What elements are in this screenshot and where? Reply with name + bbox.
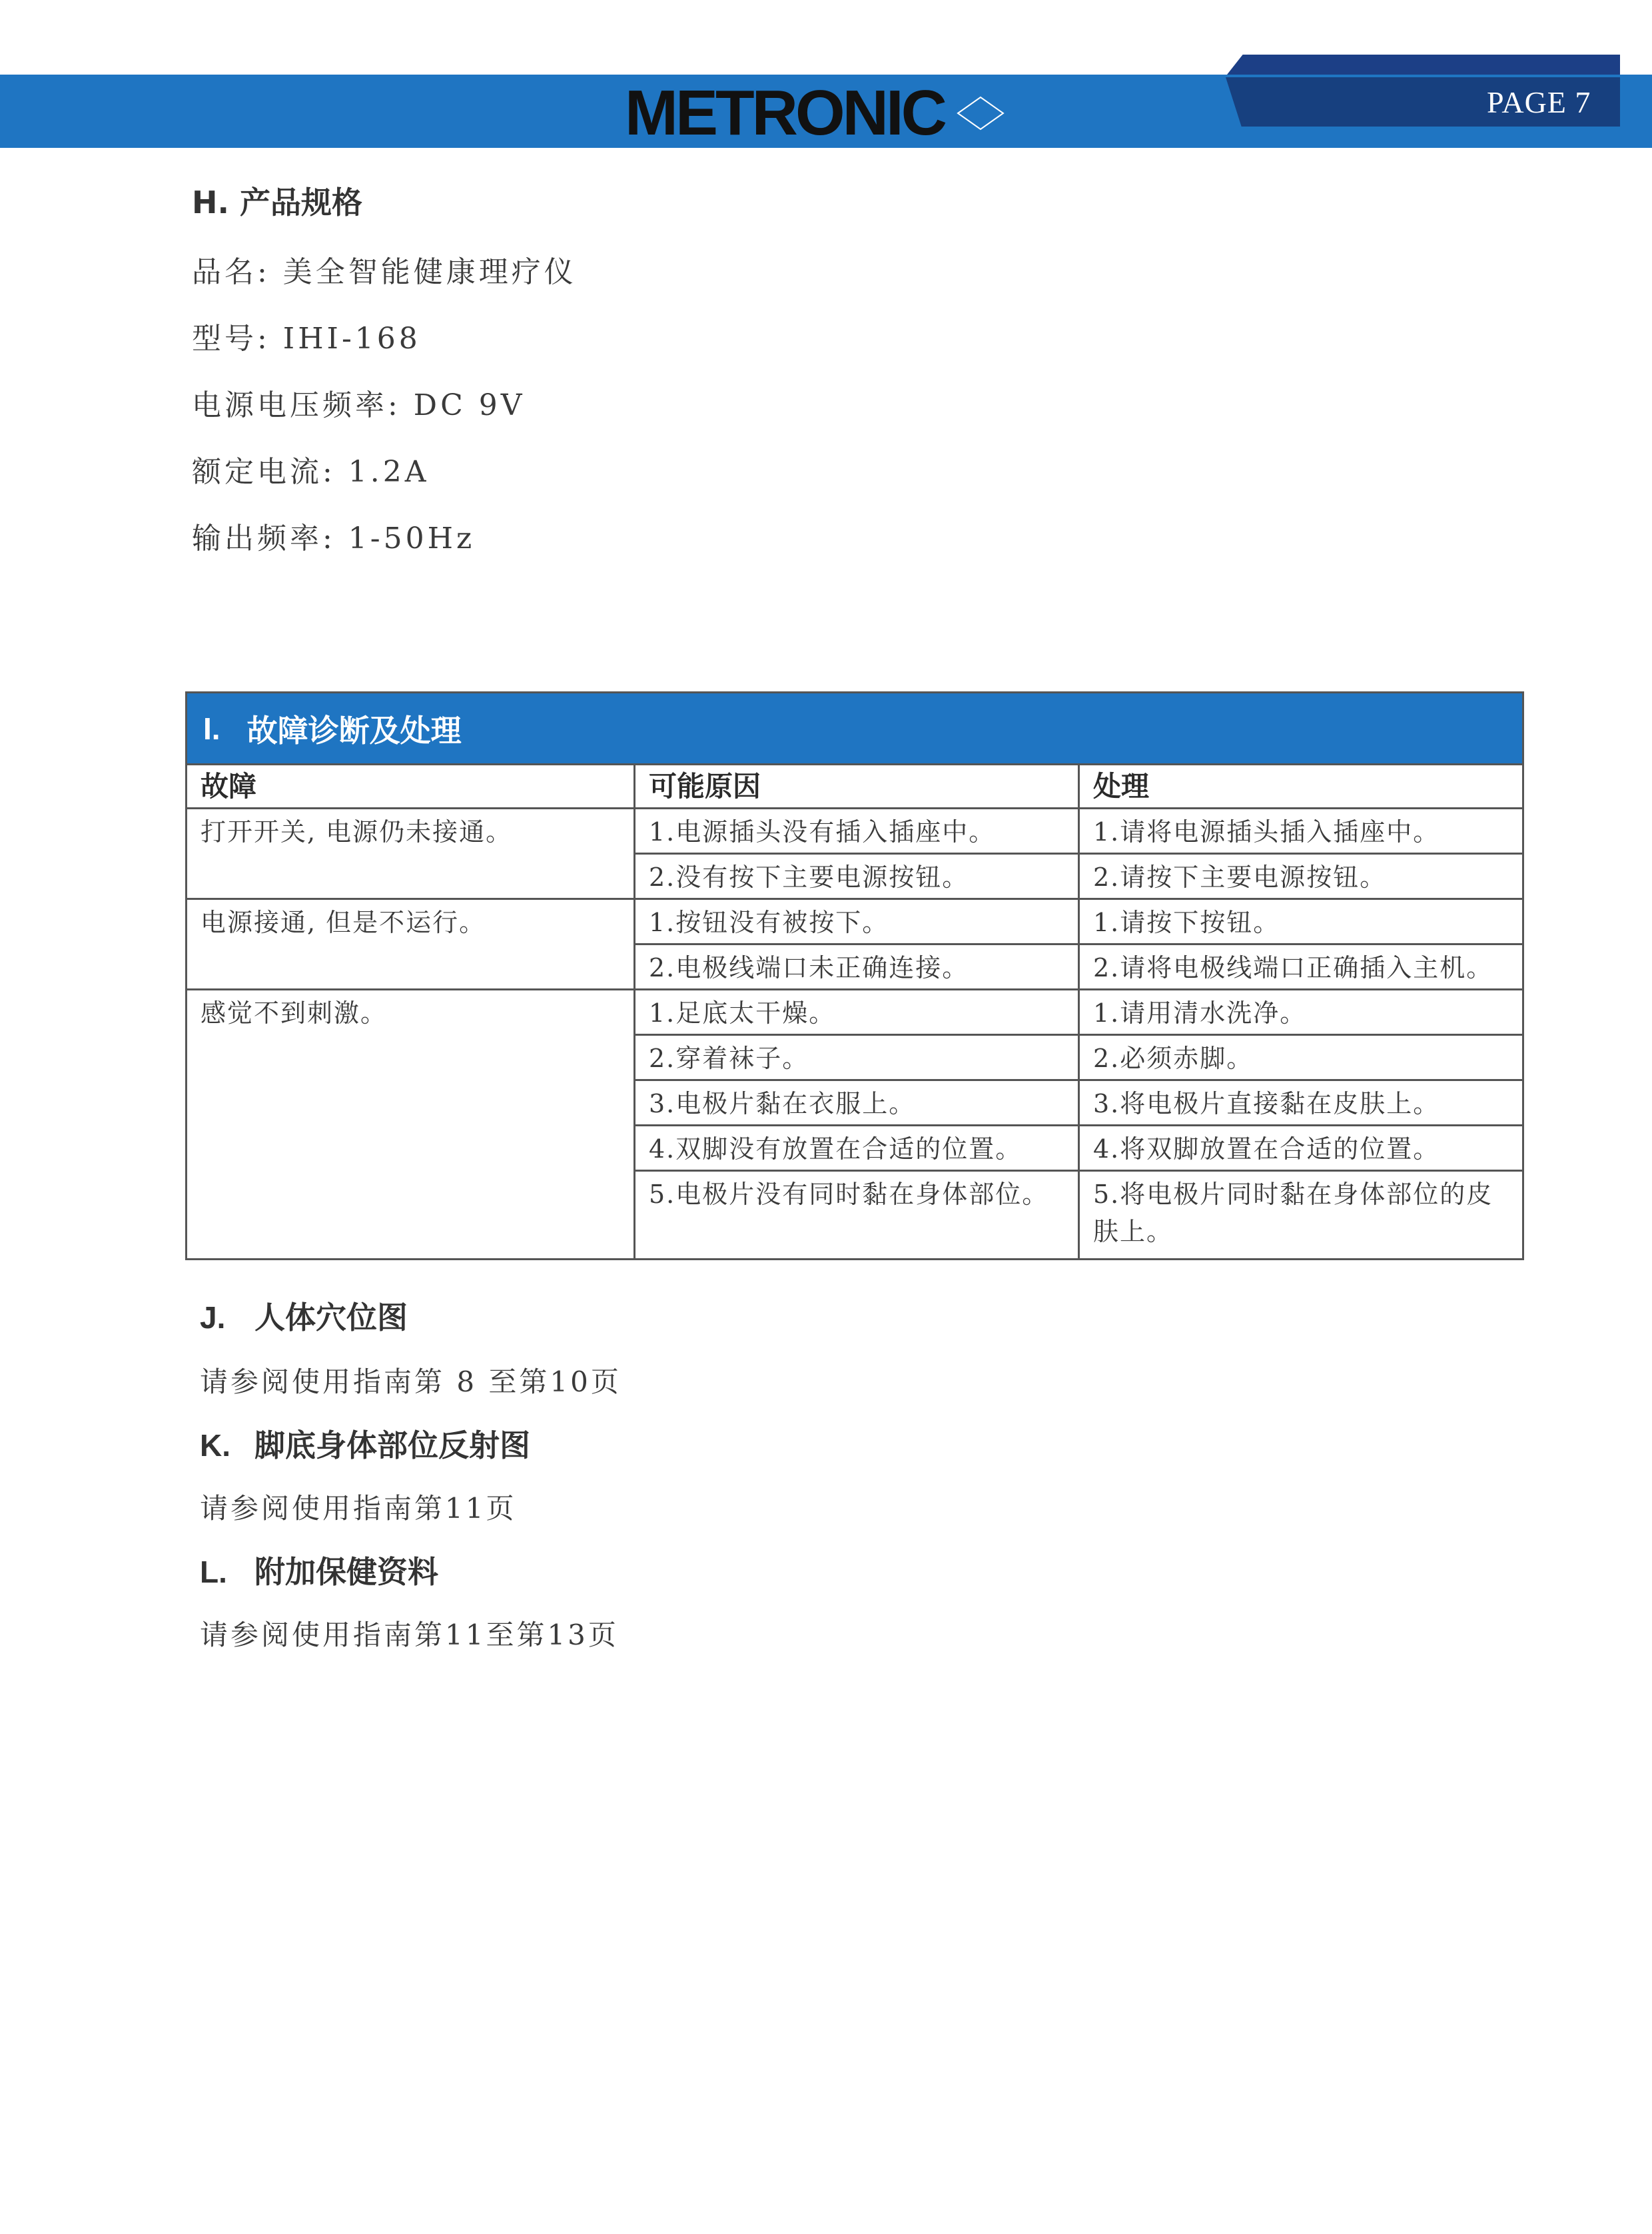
- table-grid: [187, 765, 1522, 1258]
- spec-product-name: 品名: 美全智能健康理疗仪: [192, 255, 577, 289]
- section-title-reflexology: [200, 1421, 530, 1465]
- action-cell: 1.请按下按钮。: [1078, 900, 1522, 945]
- column-header-action: 处理: [1078, 765, 1522, 809]
- action-cell: 3.将电极片直接黏在皮肤上。: [1078, 1081, 1522, 1126]
- action-cell: 1.请将电源插头插入插座中。: [1078, 809, 1522, 855]
- column-header-cause: 可能原因: [633, 765, 1078, 809]
- section-letter: L.: [200, 1555, 227, 1589]
- section-letter: J.: [200, 1300, 226, 1335]
- table-section-letter: I.: [203, 711, 220, 746]
- table-title-bar: [187, 693, 1522, 765]
- cause-cell: 1.电源插头没有插入插座中。: [633, 809, 1078, 855]
- section-body-health-info: 请参阅使用指南第11至第13页: [200, 1619, 619, 1651]
- section-letter: K.: [200, 1428, 230, 1463]
- action-cell: 2.请将电极线端口正确插入主机。: [1078, 945, 1522, 990]
- troubleshooting-table: [185, 691, 1524, 1260]
- section-title-specs: H. 产品规格: [192, 185, 362, 220]
- logo-wordmark: METRONIC: [625, 77, 945, 149]
- action-cell: 2.必须赤脚。: [1078, 1036, 1522, 1081]
- section-body-acupoints: 请参阅使用指南第 8 至第10页: [200, 1365, 621, 1398]
- brand-logo: [625, 77, 1013, 149]
- column-header-fault: 故障: [187, 765, 633, 809]
- section-body-reflexology: 请参阅使用指南第11页: [200, 1492, 517, 1525]
- action-cell: 5.将电极片同时黏在身体部位的皮肤上。: [1078, 1172, 1522, 1258]
- action-cell: 1.请用清水洗净。: [1078, 990, 1522, 1036]
- section-heading: 脚底身体部位反射图: [254, 1427, 530, 1463]
- fault-cell: 打开开关, 电源仍未接通。: [187, 809, 633, 900]
- cause-cell: 5.电极片没有同时黏在身体部位。: [633, 1172, 1078, 1258]
- cause-cell: 3.电极片黏在衣服上。: [633, 1081, 1078, 1126]
- section-title-acupoints: [200, 1294, 408, 1337]
- spec-current: 额定电流: 1.2A: [192, 455, 430, 489]
- header-tab-accent: [1227, 55, 1620, 75]
- section-heading: 人体穴位图: [254, 1300, 408, 1335]
- spec-voltage: 电源电压频率: DC 9V: [192, 388, 526, 422]
- action-cell: 4.将双脚放置在合适的位置。: [1078, 1126, 1522, 1172]
- section-heading: 附加保健资料: [254, 1554, 438, 1590]
- fault-cell: 电源接通, 但是不运行。: [187, 900, 633, 990]
- cause-cell: 1.按钮没有被按下。: [633, 900, 1078, 945]
- spec-model: 型号: IHI-168: [192, 322, 421, 356]
- action-cell: 2.请按下主要电源按钮。: [1078, 855, 1522, 900]
- cause-cell: 2.没有按下主要电源按钮。: [633, 855, 1078, 900]
- cause-cell: 1.足底太干燥。: [633, 990, 1078, 1036]
- fault-cell: 感觉不到刺激。: [201, 998, 388, 1028]
- table-title: 故障诊断及处理: [246, 712, 462, 749]
- section-title-health-info: [200, 1548, 438, 1592]
- logo-arrows-icon: [949, 85, 1013, 141]
- cause-cell: 2.电极线端口未正确连接。: [633, 945, 1078, 990]
- page-number: PAGE 7: [1487, 85, 1591, 119]
- cause-cell: 2.穿着袜子。: [633, 1036, 1078, 1081]
- spec-frequency: 输出频率: 1-50Hz: [192, 522, 476, 556]
- cause-cell: 4.双脚没有放置在合适的位置。: [633, 1126, 1078, 1172]
